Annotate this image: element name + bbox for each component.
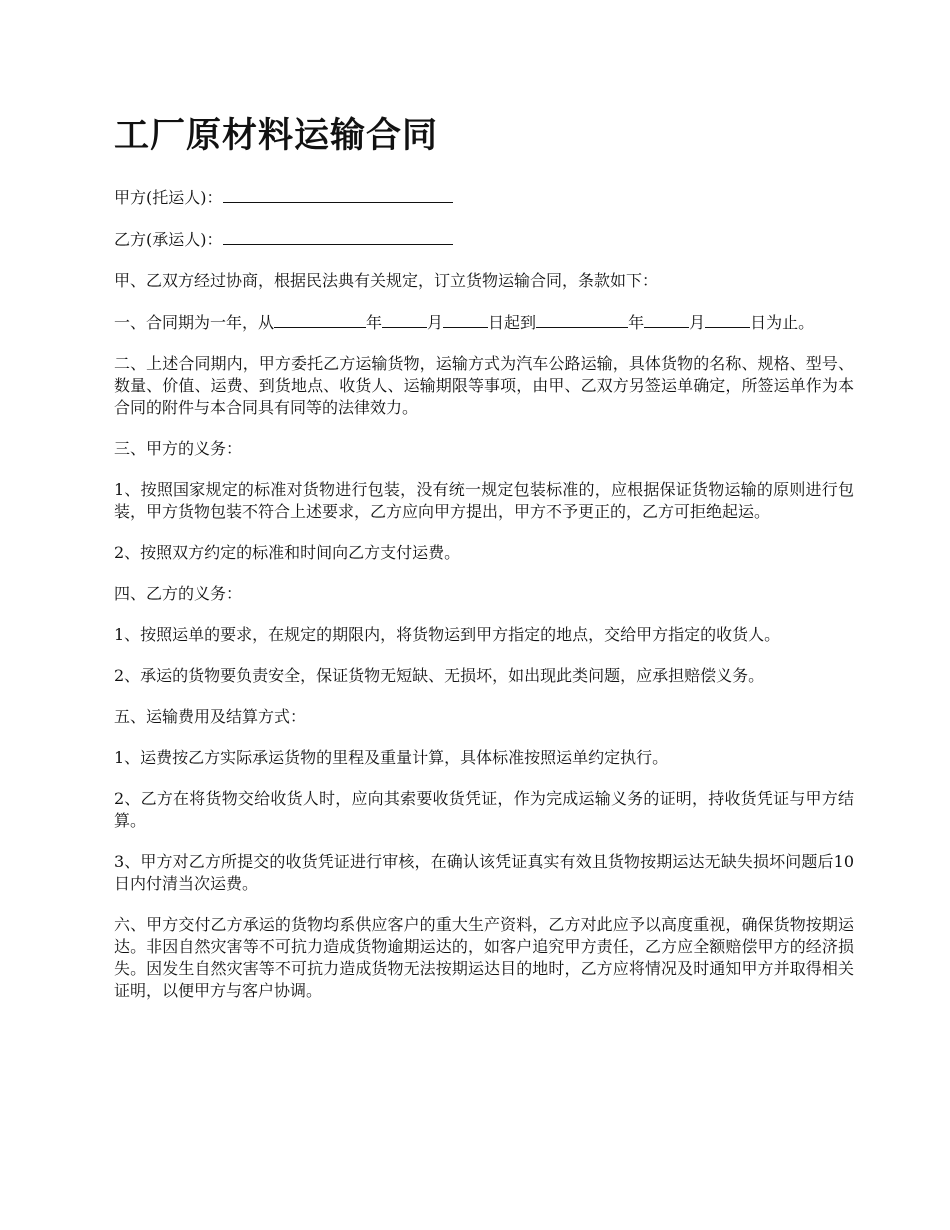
section-4-heading: 四、乙方的义务： [114,584,243,603]
start-day-blank[interactable] [443,311,488,328]
clause-6: 六、甲方交付乙方承运的货物均系供应客户的重大生产资料，乙方对此应予以高度重视，确保货物按期运达。非因自然灾害等不可抗力造成货物逾期运达的，如客户追究甲方责任，乙方应全额赔偿甲方的经济损失。因发生自然灾害等不可抗力造成货物无法按期运达目的地时，乙方应将情况及时通知甲方并取得相关证明，以便甲方与客户协调。 [114,915,854,1000]
section-3-heading: 三、甲方的义务： [114,439,243,458]
start-month-blank[interactable] [382,311,427,328]
document-title: 工厂原材料运输合同 [114,116,439,156]
section-5-item: 2、乙方在将货物交给收货人时，应向其索要收货凭证，作为完成运输义务的证明，持收货凭证与甲方结算。 [114,789,854,830]
section-4-item: 1、按照运单的要求，在规定的期限内，将货物运到甲方指定的地点，交给甲方指定的收货人。 [114,625,781,644]
term-month-2: 月 [689,313,706,332]
clause-2: 二、上述合同期内，甲方委托乙方运输货物，运输方式为汽车公路运输，具体货物的名称、规格、型号、数量、价值、运费、到货地点、收货人、运输期限等事项，由甲、乙双方另签运单确定，所签运单作为本合同的附件与本合同具有同等的法律效力。 [114,354,854,417]
party-a-blank[interactable] [223,186,453,203]
term-year-1: 年 [366,313,383,332]
term-day-until: 日为止。 [750,313,815,332]
contract-document [114,112,854,1021]
term-prefix: 一、合同期为一年，从 [114,313,275,332]
term-clause [114,311,854,334]
end-month-blank[interactable] [644,311,689,328]
section-3-item: 2、按照双方约定的标准和时间向乙方支付运费。 [114,543,461,562]
party-b-label: 乙方(承运人)： [114,230,223,249]
section-5-heading: 五、运输费用及结算方式： [114,707,307,726]
section-4-item: 2、承运的货物要负责安全，保证货物无短缺、无损坏，如出现此类问题，应承担赔偿义务。 [114,666,765,685]
party-a-line [114,186,854,209]
party-b-line [114,228,854,251]
term-year-2: 年 [628,313,645,332]
end-year-blank[interactable] [536,311,628,328]
party-a-label: 甲方(托运人)： [114,188,223,207]
end-day-blank[interactable] [705,311,750,328]
party-b-blank[interactable] [223,228,453,245]
section-5-item: 1、运费按乙方实际承运货物的里程及重量计算，具体标准按照运单约定执行。 [114,748,669,767]
term-day-from: 日起到 [488,313,537,332]
intro-paragraph: 甲、乙双方经过协商，根据民法典有关规定，订立货物运输合同，条款如下： [114,271,659,290]
start-year-blank[interactable] [274,311,366,328]
term-month-1: 月 [427,313,444,332]
section-3-item: 1、按照国家规定的标准对货物进行包装，没有统一规定包装标准的，应根据保证货物运输的原则进行包装，甲方货物包装不符合上述要求，乙方应向甲方提出，甲方不予更正的，乙方可拒绝起运。 [114,480,854,521]
section-5-item: 3、甲方对乙方所提交的收货凭证进行审核，在确认该凭证真实有效且货物按期运达无缺失损坏问题后10日内付清当次运费。 [114,852,854,893]
